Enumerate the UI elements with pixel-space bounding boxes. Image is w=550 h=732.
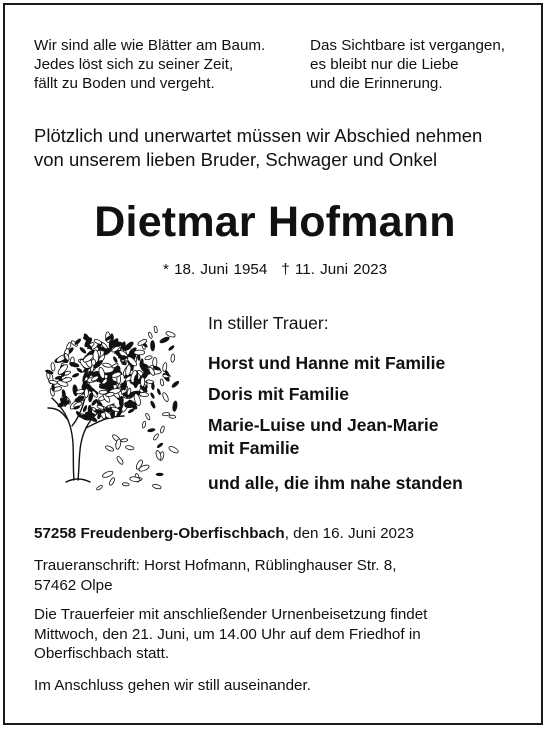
address-line: 57462 Olpe	[34, 576, 113, 594]
closing-note: Im Anschluss gehen wir still auseinander.	[34, 677, 311, 694]
place: 57258 Freudenberg-Oberfischbach	[34, 525, 285, 542]
funeral-service-info	[34, 605, 427, 664]
quote-line: Das Sichtbare ist vergangen,	[310, 37, 506, 54]
quote-line: Wir sind alle wie Blätter am Baum.	[34, 37, 266, 54]
quote-line: Jedes löst sich zu seiner Zeit,	[34, 56, 234, 73]
death-date: † 11. Juni 2023	[281, 261, 388, 278]
quote-left	[34, 36, 265, 93]
service-line: Mittwoch, den 21. Juni, um 14.00 Uhr auf dem Friedhof in	[34, 625, 421, 643]
intro-line: Plötzlich und unerwartet müssen wir Abschied nehmen	[34, 125, 483, 146]
service-line: Oberfischbach statt.	[34, 645, 170, 662]
mourner-entry: Doris mit Familie	[208, 384, 350, 404]
deceased-name: Dietmar Hofmann	[94, 198, 456, 246]
mourning-address	[34, 556, 396, 595]
address-line: Traueranschrift: Horst Hofmann, Rüblinghauser Str. 8,	[34, 557, 397, 574]
quote-line: und die Erinnerung.	[310, 75, 443, 92]
life-dates	[0, 261, 550, 278]
date: , den 16. Juni 2023	[284, 525, 414, 542]
intro-line: von unserem lieben Bruder, Schwager und Onkel	[34, 149, 438, 170]
mourner-entry: Horst und Hanne mit Familie	[208, 353, 446, 373]
place-and-date	[34, 525, 414, 542]
mourner-entry	[208, 414, 463, 460]
mourner-line: Marie-Luise und Jean-Marie	[208, 415, 439, 435]
mourners-list	[208, 352, 463, 503]
service-line: Die Trauerfeier mit anschließender Urnenbeisetzung findet	[34, 606, 428, 623]
mourner-line: mit Familie	[208, 438, 300, 458]
quote-line: es bleibt nur die Liebe	[310, 56, 459, 73]
mourning-intro: In stiller Trauer:	[208, 313, 329, 333]
tree-with-falling-leaves-icon	[28, 308, 188, 498]
quote-right	[310, 36, 505, 93]
quote-line: fällt zu Boden und vergeht.	[34, 75, 215, 92]
birth-date: * 18. Juni 1954	[162, 261, 268, 278]
announcement-intro	[34, 124, 482, 172]
mourner-entry: und alle, die ihm nahe standen	[208, 473, 463, 493]
